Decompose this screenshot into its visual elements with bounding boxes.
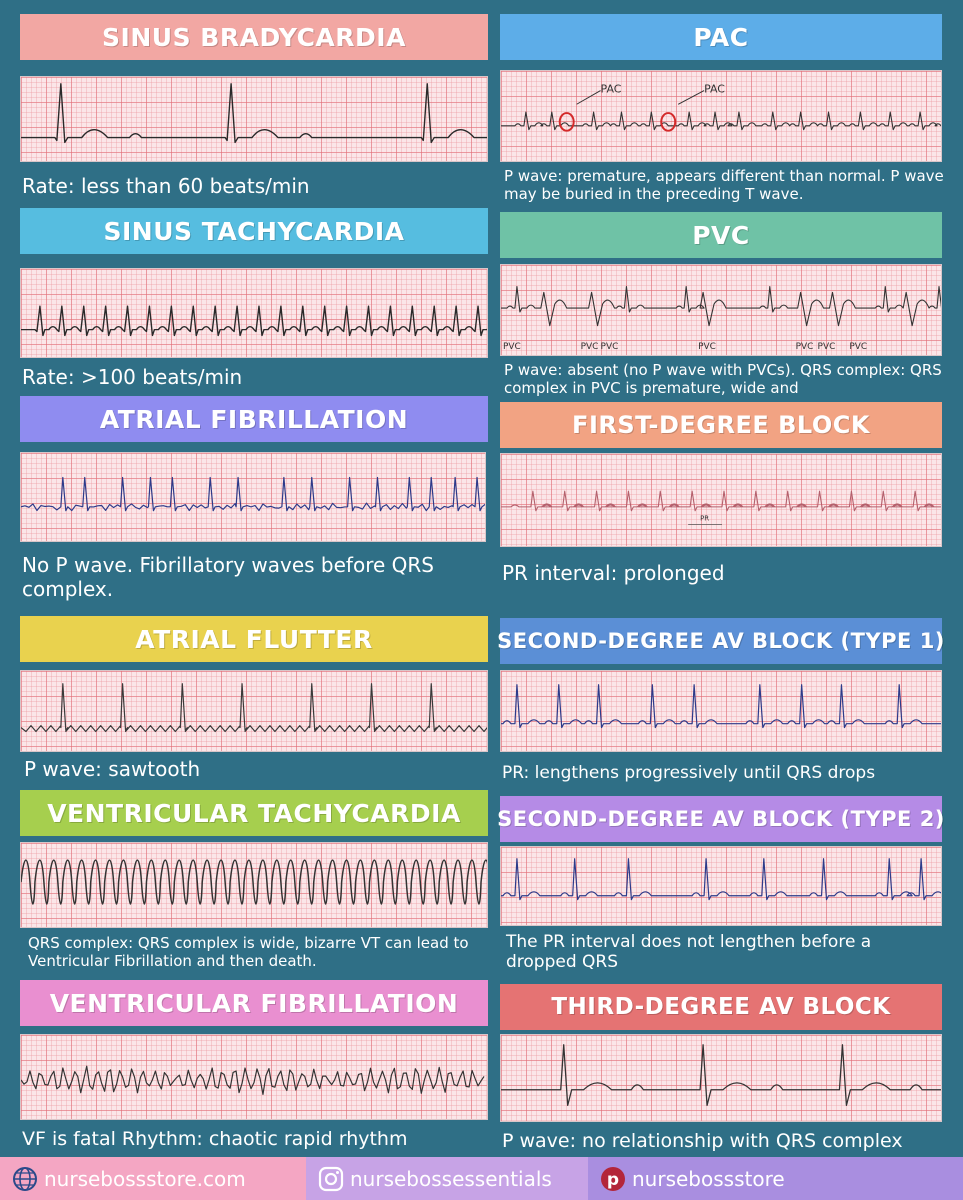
ecg-waveform-sinus-bradycardia <box>21 84 487 143</box>
ecg-strip-sinus-bradycardia <box>20 76 488 162</box>
pac-label-pointer <box>577 91 601 105</box>
instagram-icon <box>318 1166 344 1192</box>
pinterest-icon <box>600 1166 626 1192</box>
ecg-waveform-ventricular-fibrillation <box>21 1066 484 1094</box>
footer-pinterest-label: nursebossstore <box>632 1166 785 1191</box>
ecg-strip-third-degree-av-block <box>500 1034 942 1122</box>
title-ventricular-tachycardia: VENTRICULAR TACHYCARDIA <box>20 790 488 836</box>
ecg-waveform-second-degree-type1 <box>501 685 941 728</box>
globe-icon <box>12 1166 38 1192</box>
desc-second-degree-type2: The PR interval does not lengthen before a dropped QRS <box>506 932 872 973</box>
pvc-label: PVC <box>849 342 868 353</box>
desc-third-degree-av-block: P wave: no relationship with QRS complex <box>502 1130 903 1152</box>
ecg-strip-ventricular-fibrillation <box>20 1034 488 1120</box>
footer-website[interactable] <box>0 1157 306 1200</box>
pac-marker-circle <box>661 113 675 131</box>
ecg-strip-second-degree-type1 <box>500 670 942 752</box>
desc-second-degree-type1: PR: lengthens progressively until QRS drops <box>502 763 876 783</box>
title-atrial-flutter: ATRIAL FLUTTER <box>20 616 488 662</box>
title-second-degree-type1: SECOND-DEGREE AV BLOCK (TYPE 1) <box>500 618 942 664</box>
pac-marker-circle <box>560 113 574 131</box>
desc-ventricular-tachycardia: QRS complex: QRS complex is wide, bizarre VT can lead to Ventricular Fibrillation and then death. <box>28 934 469 970</box>
pvc-label: PVC <box>698 342 716 353</box>
ecg-waveform-pvc <box>501 287 941 326</box>
ecg-strip-atrial-fibrillation <box>20 452 486 542</box>
desc-pac: P wave: premature, appears different than normal. P wave may be buried in the preceding T wave. <box>504 167 944 203</box>
title-second-degree-type2: SECOND-DEGREE AV BLOCK (TYPE 2) <box>500 796 942 842</box>
desc-sinus-tachycardia: Rate: >100 beats/min <box>22 365 243 389</box>
pvc-label: PVC <box>795 342 814 353</box>
ecg-waveform-ventricular-tachycardia <box>21 860 487 904</box>
desc-first-degree-block: PR interval: prolonged <box>502 561 725 585</box>
pr-label: PR <box>700 514 710 523</box>
title-first-degree-block: FIRST-DEGREE BLOCK <box>500 402 942 448</box>
pvc-label: PVC <box>580 342 599 353</box>
pac-label: PAC <box>704 82 725 96</box>
ecg-strip-ventricular-tachycardia <box>20 842 488 928</box>
ecg-strip-second-degree-type2 <box>500 846 942 926</box>
ecg-waveform-third-degree-av-block <box>501 1045 941 1106</box>
desc-ventricular-fibrillation: VF is fatal Rhythm: chaotic rapid rhythm <box>22 1128 408 1150</box>
pvc-label: PVC <box>502 342 521 353</box>
title-pac: PAC <box>500 14 942 60</box>
ecg-waveform-pac <box>501 112 941 130</box>
pvc-label: PVC <box>817 342 836 353</box>
footer-bar <box>0 1157 963 1200</box>
svg-text:p: p <box>606 1169 620 1190</box>
footer-website-label: nursebossstore.com <box>44 1166 246 1191</box>
ecg-strip-pac <box>500 70 942 162</box>
title-atrial-fibrillation: ATRIAL FIBRILLATION <box>20 396 488 442</box>
title-sinus-tachycardia: SINUS TACHYCARDIA <box>20 208 488 254</box>
title-sinus-bradycardia: SINUS BRADYCARDIA <box>20 14 488 60</box>
desc-atrial-flutter: P wave: sawtooth <box>24 757 201 781</box>
ecg-waveform-sinus-tachycardia <box>21 306 487 335</box>
footer-instagram[interactable] <box>306 1157 588 1200</box>
pvc-label: PVC <box>600 342 619 353</box>
desc-atrial-fibrillation: No P wave. Fibrillatory waves before QRS complex. <box>22 553 434 601</box>
ecg-strip-atrial-flutter <box>20 670 488 752</box>
ecg-strip-first-degree-block <box>500 453 942 547</box>
ecg-strip-pvc <box>500 264 942 356</box>
footer-instagram-label: nursebossessentials <box>350 1166 552 1191</box>
title-third-degree-av-block: THIRD-DEGREE AV BLOCK <box>500 984 942 1030</box>
desc-sinus-bradycardia: Rate: less than 60 beats/min <box>22 174 310 198</box>
title-ventricular-fibrillation: VENTRICULAR FIBRILLATION <box>20 980 488 1026</box>
ecg-strip-sinus-tachycardia <box>20 268 488 358</box>
pac-label-pointer <box>678 91 704 105</box>
pac-label: PAC <box>600 82 622 96</box>
desc-pvc: P wave: absent (no P wave with PVCs). QRS complex: QRS complex in PVC is premature, wide and <box>504 361 942 397</box>
ecg-waveform-atrial-flutter <box>21 684 487 732</box>
title-pvc: PVC <box>500 212 942 258</box>
footer-pinterest[interactable] <box>588 1157 963 1200</box>
ecg-waveform-second-degree-type2 <box>501 859 941 900</box>
ecg-waveform-atrial-fibrillation <box>21 477 485 510</box>
ecg-waveform-first-degree-block <box>501 491 941 511</box>
